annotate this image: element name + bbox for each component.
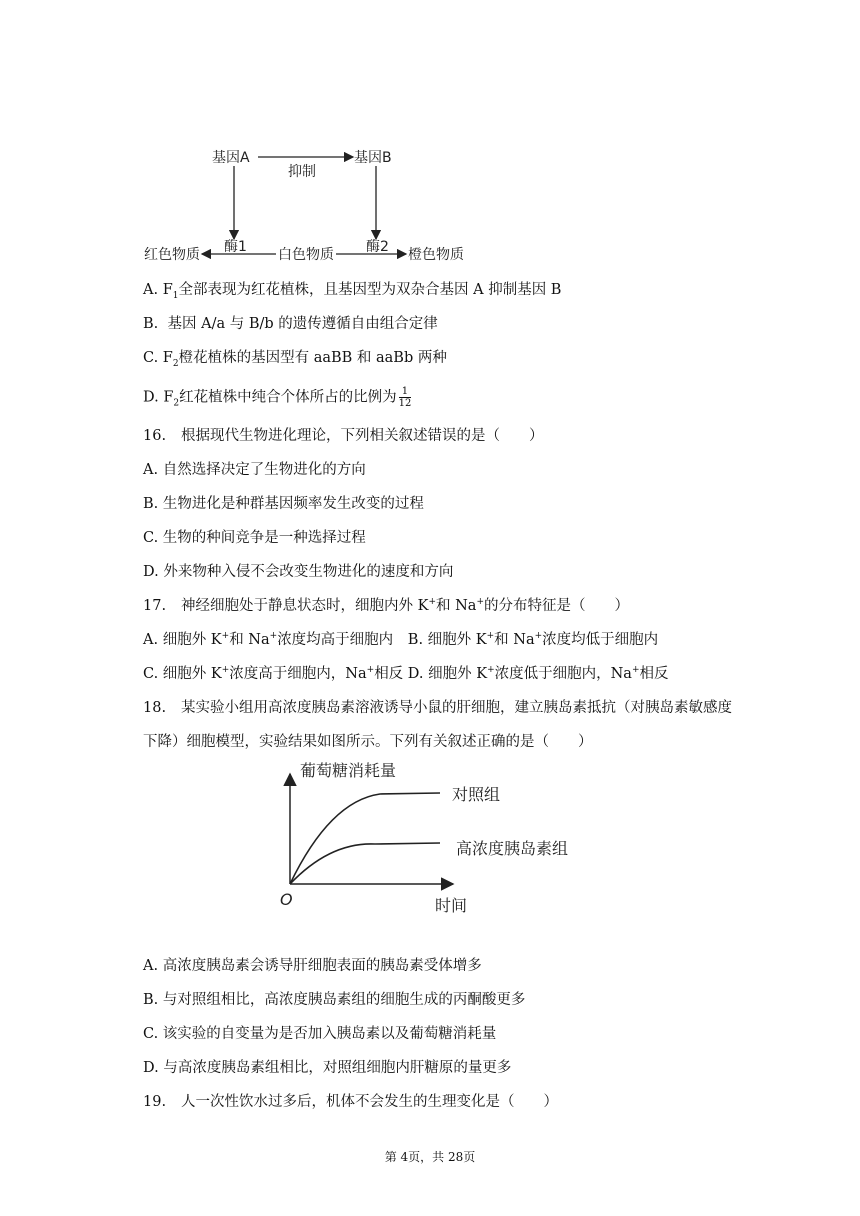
enzyme2-label: 酶2 (366, 239, 389, 255)
q16-option-a: A. 自然选择决定了生物进化的方向 (143, 462, 366, 478)
q18-stem-line1: 18. 某实验小组用高浓度胰岛素溶液诱导小鼠的肝细胞，建立胰岛素抵抗（对胰岛素敏感度 (143, 700, 732, 716)
glucose-consumption-chart (270, 756, 600, 922)
enzyme1-label: 酶1 (224, 239, 247, 255)
series-line-high-insulin (290, 843, 440, 884)
page-footer: 第 4页，共 28页 (384, 1150, 476, 1164)
q15-option-b: B. 基因 A/a 与 B/b 的遗传遵循自由组合定律 (143, 316, 438, 332)
gene-pathway-diagram (130, 135, 490, 270)
gene-a-label: 基因A (212, 150, 250, 166)
q15-option-a: A. $F_1$全部表现为红花植株，且基因型为双杂合基因 A 抑制基因 B (143, 282, 562, 301)
fraction: $\frac{1}{12}$ (398, 386, 412, 409)
y-axis-label: 葡萄糖消耗量 (300, 761, 397, 780)
series-label-high-insulin: 高浓度胰岛素组 (456, 839, 569, 858)
origin-label: O (280, 890, 293, 909)
series-line-control (290, 793, 440, 884)
series-label-control: 对照组 (452, 785, 501, 804)
q17-options-cd: C. 细胞外 K+浓度高于细胞内，Na+相反 D. 细胞外 K+浓度低于细胞内，Na+相反 (143, 665, 669, 682)
q15-option-d: D. $F_2$红花植株中纯合个体所占的比例为 $\frac{1}{12}$ (143, 386, 412, 409)
q16-stem: 16. 根据现代生物进化理论，下列相关叙述错误的是（ ） (143, 428, 544, 444)
q15-option-c: C. $F_2$橙花植株的基因型有 aaBB 和 aaBb 两种 (143, 350, 447, 369)
q17-stem: 17. 神经细胞处于静息状态时，细胞内外 K+和 Na+的分布特征是（ ） (143, 597, 629, 614)
gene-b-label: 基因B (354, 150, 392, 166)
q18-option-c: C. 该实验的自变量为是否加入胰岛素以及葡萄糖消耗量 (143, 1026, 497, 1042)
q18-option-a: A. 高浓度胰岛素会诱导肝细胞表面的胰岛素受体增多 (143, 958, 482, 974)
q16-option-d: D. 外来物种入侵不会改变生物进化的速度和方向 (143, 564, 454, 580)
q18-option-b: B. 与对照组相比，高浓度胰岛素组的细胞生成的丙酮酸更多 (143, 992, 526, 1008)
white-substance-label: 白色物质 (278, 247, 334, 263)
q17-options-ab: A. 细胞外 K+和 Na+浓度均高于细胞内 B. 细胞外 K+和 Na+浓度均低于细胞内 (143, 631, 659, 648)
inhibit-label: 抑制 (288, 164, 316, 180)
x-axis-label: 时间 (435, 896, 468, 915)
q16-option-b: B. 生物进化是种群基因频率发生改变的过程 (143, 496, 424, 512)
q19-stem: 19. 人一次性饮水过多后，机体不会发生的生理变化是（ ） (143, 1094, 558, 1110)
q18-stem-line2: 下降）细胞模型，实验结果如图所示。下列有关叙述正确的是（ ） (143, 734, 593, 750)
q18-option-d: D. 与高浓度胰岛素组相比，对照组细胞内肝糖原的量更多 (143, 1060, 512, 1076)
q16-option-c: C. 生物的种间竞争是一种选择过程 (143, 530, 366, 546)
orange-substance-label: 橙色物质 (408, 247, 464, 263)
red-substance-label: 红色物质 (144, 247, 200, 263)
